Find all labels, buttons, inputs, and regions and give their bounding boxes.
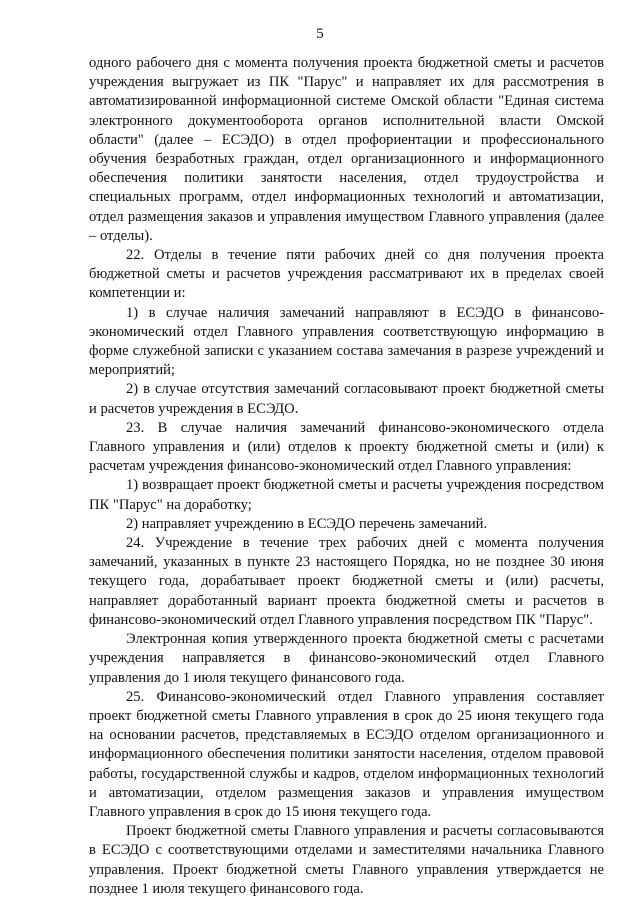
paragraph-item-23-1: 1) возвращает проект бюджетной сметы и расчеты учреждения посредством ПК "Парус" на доработку; <box>89 477 604 513</box>
document-body <box>89 54 604 899</box>
paragraph-item-23-2: 2) направляет учреждению в ЕСЭДО перечень замечаний. <box>126 515 488 532</box>
paragraph-continuation: одного рабочего дня с момента получения проекта бюджетной сметы и расчетов учреждения выгружает из ПК "Парус" и направляет их для рассмотрения в автоматизированной информационной системе Омской области "Единая система электронного документооборота органов исполнительной власти Омской области" (далее – ЕСЭДО) в отдел профориентации и профессионального обучения безработных граждан, отдел организационного и информационного обеспечения политики занятости населения, отдел трудоустройства и специальных программ, отдел информационных технологий и автоматизации, отдел размещения заказов и управления имуществом Главного управления (далее – отделы). <box>89 55 604 244</box>
paragraph-item-22-1: 1) в случае наличия замечаний направляют в ЕСЭДО в финансово-экономический отдел Главного управления соответствующую информацию в форме служебной записки с указанием состава замечания в разрезе учреждений и мероприятий; <box>89 304 604 379</box>
paragraph-item-25: 25. Финансово-экономический отдел Главного управления составляет проект бюджетной сметы Главного управления в срок до 25 июня текущего года на основании расчетов, представляемых в ЕСЭДО отделом организационного и информационного обеспечения политики занятости населения, отделом правовой работы, государственной службы и кадров, отделом информационных технологий и автоматизации, отделом размещения заказов и управления имуществом Главного управления в срок до 15 июня текущего года. <box>89 688 604 820</box>
paragraph-item-24: 24. Учреждение в течение трех рабочих дней с момента получения замечаний, указанных в пункте 23 настоящего Порядка, но не позднее 30 июня текущего года, дорабатывает проект бюджетной сметы и (или) расчеты, направляет доработанный вариант проекта бюджетной сметы и расчетов в финансово-экономический отдел Главного управления посредством ПК "Парус". <box>89 535 604 628</box>
page-number: 5 <box>316 26 324 42</box>
paragraph-item-22-2: 2) в случае отсутствия замечаний согласовывают проект бюджетной сметы и расчетов учреждения в ЕСЭДО. <box>89 381 604 417</box>
paragraph-approval: Проект бюджетной сметы Главного управления и расчеты согласовываются в ЕСЭДО с соответствующими отделами и заместителями начальника Главного управления. Проект бюджетной сметы Главного управления утверждается не позднее 1 июля текущего финансового года. <box>89 823 604 897</box>
paragraph-electronic-copy: Электронная копия утвержденного проекта бюджетной сметы с расчетами учреждения направляется в финансово-экономический отдел Главного управления до 1 июля текущего финансового года. <box>89 631 604 686</box>
paragraph-item-23: 23. В случае наличия замечаний финансово-экономического отдела Главного управления и (или) отделов к проекту бюджетной сметы и (или) к расчетам учреждения финансово-экономический отдел Главного управления: <box>89 419 604 475</box>
paragraph-item-22: 22. Отделы в течение пяти рабочих дней со дня получения проекта бюджетной сметы и расчетов учреждения рассматривают их в пределах своей компетенции и: <box>89 247 604 302</box>
